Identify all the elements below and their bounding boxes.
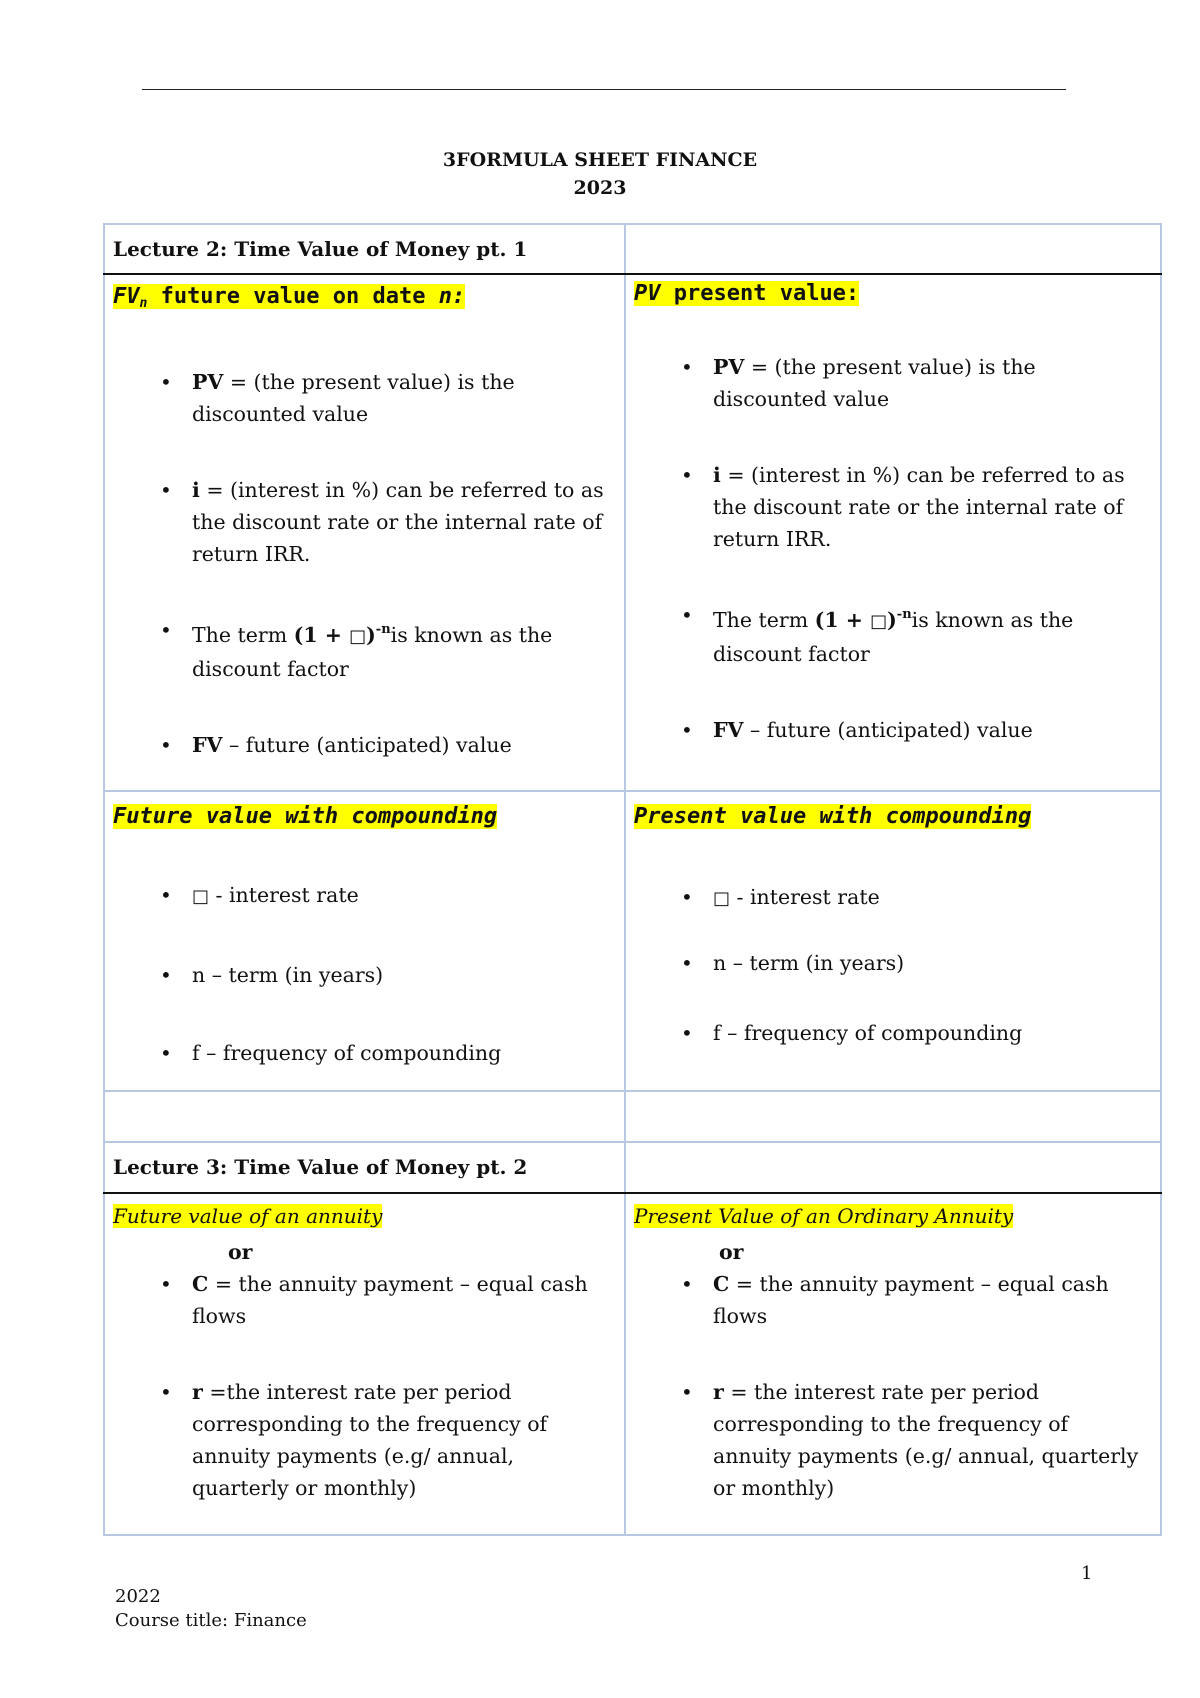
term-fv: FV: [192, 733, 223, 757]
document-title: [0, 146, 1200, 202]
term-description: = (interest in %) can be referred to as the discount rate or the internal rate of return IRR.: [192, 478, 604, 566]
list-item: [634, 881, 1152, 915]
pv-heading-symbol: PV: [634, 281, 661, 306]
list-item: [634, 459, 1152, 555]
term-description: n – term (in years): [192, 963, 384, 987]
pv-compounding-heading-text: Present value with compounding: [634, 804, 1032, 829]
fv-heading-text: future value on date: [147, 284, 439, 309]
list-item: [113, 366, 616, 430]
or-text: or: [719, 1240, 744, 1264]
header-rule: [142, 89, 1066, 90]
term-description: = (the present value) is the discounted value: [713, 355, 1036, 411]
fv-compounding-heading: [113, 792, 616, 833]
term-prefix: The term: [192, 623, 294, 647]
list-item: [634, 1268, 1152, 1332]
formula-placeholder-icon: □: [870, 611, 888, 632]
term-description: f – frequency of compounding: [192, 1041, 502, 1065]
compounding-row: [104, 791, 1161, 1091]
bullet-icon: •: [160, 1380, 172, 1404]
list-item: [113, 1268, 616, 1332]
term-description: – future (anticipated) value: [222, 733, 512, 757]
fv-annuity-list: [113, 1268, 616, 1504]
fv-pv-row: [104, 274, 1161, 791]
lecture3-heading: Lecture 3: Time Value of Money pt. 2: [113, 1155, 528, 1179]
empty-cell: [104, 1091, 625, 1142]
term-description: = (the present value) is the discounted value: [192, 370, 515, 426]
exponent: -n: [375, 622, 391, 637]
formula-table: [103, 223, 1162, 1536]
formula-open: (1 +: [293, 623, 350, 647]
bullet-icon: •: [681, 1272, 693, 1296]
term-description: f – frequency of compounding: [713, 1021, 1023, 1045]
bullet-icon: •: [160, 1041, 172, 1065]
bullet-icon: •: [160, 883, 172, 907]
pv-definition-list: [634, 351, 1152, 746]
formula-placeholder-icon: □: [192, 886, 210, 907]
empty-row: [104, 1091, 1161, 1142]
pv-compounding-list: [634, 881, 1152, 1049]
pv-annuity-heading: [634, 1194, 1152, 1232]
pv-cell: [625, 274, 1161, 791]
bullet-icon: •: [160, 1272, 172, 1296]
term-i: i: [713, 463, 721, 487]
fv-definition-list: [113, 366, 616, 761]
term-pv: PV: [713, 355, 745, 379]
term-pv: PV: [192, 370, 224, 394]
bullet-icon: •: [681, 603, 693, 627]
list-item: [634, 1376, 1152, 1504]
bullet-icon: •: [681, 885, 693, 909]
page-number: 1: [1081, 1563, 1093, 1584]
pv-annuity-or: [634, 1236, 1152, 1268]
bullet-icon: •: [160, 370, 172, 394]
term-prefix: The term: [713, 608, 815, 632]
bullet-icon: •: [681, 951, 693, 975]
lecture3-heading-row: [104, 1142, 1161, 1193]
list-item: [113, 1376, 616, 1504]
term-r: r: [192, 1380, 203, 1404]
list-item: [113, 959, 616, 991]
pv-annuity-list: [634, 1268, 1152, 1504]
bullet-icon: •: [681, 355, 693, 379]
list-item: [634, 351, 1152, 415]
pv-annuity-heading-text: Present Value of an Ordinary Annuity: [634, 1204, 1014, 1228]
list-item: [634, 1017, 1152, 1049]
empty-cell: [625, 1091, 1161, 1142]
title-line-1: 3FORMULA SHEET FINANCE: [442, 149, 758, 171]
fv-compounding-list: [113, 879, 616, 1069]
term-i: i: [192, 478, 200, 502]
lecture2-heading-cell: [104, 224, 625, 274]
pv-heading-text: present value:: [660, 281, 860, 306]
or-text: or: [228, 1240, 253, 1264]
term-description: = the annuity payment – equal cash flows: [713, 1272, 1109, 1328]
empty-cell: [625, 224, 1161, 274]
pv-compounding-heading: [634, 792, 1152, 833]
bullet-icon: •: [681, 718, 693, 742]
pv-compounding-cell: [625, 791, 1161, 1091]
fv-compounding-cell: [104, 791, 625, 1091]
formula-close: ): [887, 608, 897, 632]
fv-heading-var: n:: [438, 284, 466, 309]
formula-placeholder-icon: □: [349, 626, 367, 647]
bullet-icon: •: [681, 463, 693, 487]
list-item: [634, 714, 1152, 746]
lecture2-heading-row: [104, 224, 1161, 274]
term-description: is known as the discount factor: [192, 623, 553, 681]
bullet-icon: •: [681, 1021, 693, 1045]
fv-annuity-heading: [113, 1194, 616, 1232]
fv-annuity-or: [113, 1236, 616, 1268]
footer-course: Course title: Finance: [115, 1610, 307, 1631]
formula-placeholder-icon: □: [713, 888, 731, 909]
term-c: C: [713, 1272, 730, 1296]
fv-compounding-heading-text: Future value with compounding: [113, 804, 498, 829]
empty-cell: [625, 1142, 1161, 1193]
bullet-icon: •: [160, 478, 172, 502]
formula-open: (1 +: [814, 608, 871, 632]
footer-year: 2022: [115, 1586, 161, 1607]
fv-annuity-heading-text: Future value of an annuity: [113, 1204, 383, 1228]
footer: [115, 1585, 307, 1633]
lecture2-heading: Lecture 2: Time Value of Money pt. 1: [113, 237, 528, 261]
list-item: [113, 729, 616, 761]
term-description: - interest rate: [730, 885, 880, 909]
fv-heading-subscript: n: [139, 296, 148, 311]
pv-annuity-cell: [625, 1193, 1161, 1535]
term-description: – future (anticipated) value: [743, 718, 1033, 742]
fv-heading-symbol: FV: [113, 284, 140, 309]
fv-annuity-cell: [104, 1193, 625, 1535]
formula-close: ): [366, 623, 376, 647]
bullet-icon: •: [681, 1380, 693, 1404]
term-description: = the annuity payment – equal cash flows: [192, 1272, 588, 1328]
list-item: [634, 947, 1152, 979]
term-description: - interest rate: [209, 883, 359, 907]
bullet-icon: •: [160, 963, 172, 987]
annuity-row: [104, 1193, 1161, 1535]
fv-cell: [104, 274, 625, 791]
bullet-icon: •: [160, 618, 172, 642]
term-description: = (interest in %) can be referred to as the discount rate or the internal rate of return IRR.: [713, 463, 1125, 551]
term-c: C: [192, 1272, 209, 1296]
title-line-2: 2023: [573, 177, 627, 199]
list-item: [634, 599, 1152, 670]
term-description: n – term (in years): [713, 951, 905, 975]
term-description: = the interest rate per period corresponding to the frequency of annuity payments (e.g/ annual, quarterly or monthly): [713, 1380, 1139, 1500]
term-description: is known as the discount factor: [713, 608, 1074, 666]
term-description: =the interest rate per period corresponding to the frequency of annuity payments (e.g/ annual, quarterly or monthly): [192, 1380, 548, 1500]
term-fv: FV: [713, 718, 744, 742]
lecture3-heading-cell: [104, 1142, 625, 1193]
list-item: [113, 474, 616, 570]
bullet-icon: •: [160, 733, 172, 757]
pv-heading: [634, 275, 1152, 310]
list-item: [113, 614, 616, 685]
list-item: [113, 1037, 616, 1069]
exponent: -n: [896, 607, 912, 622]
list-item: [113, 879, 616, 913]
term-r: r: [713, 1380, 724, 1404]
fv-heading: [113, 275, 616, 320]
